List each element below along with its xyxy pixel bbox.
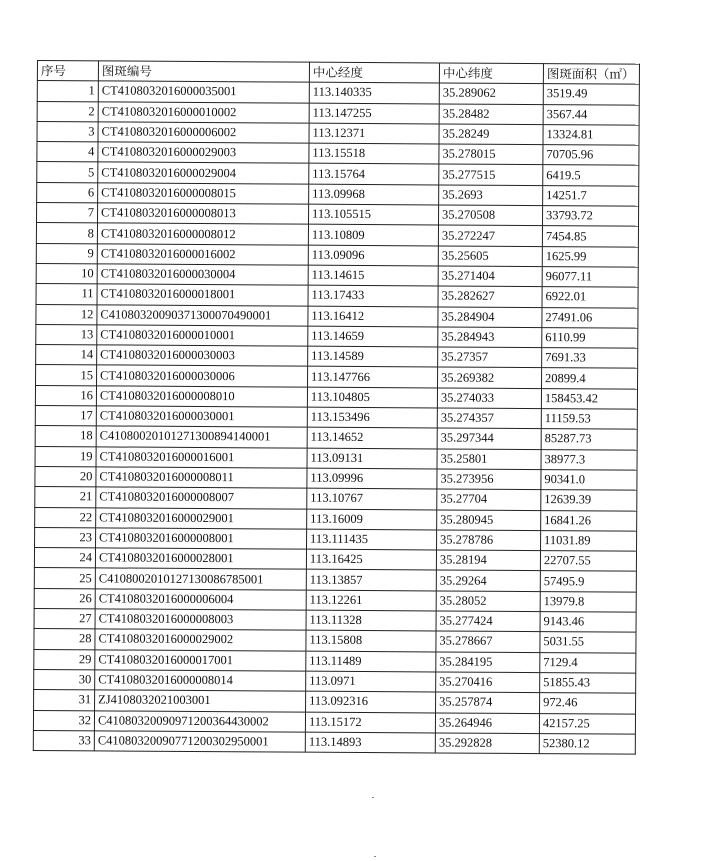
row-area-cell: 57495.9 (540, 571, 636, 592)
row-seq-cell: 9 (36, 243, 97, 264)
row-area-cell: 96077.11 (542, 267, 638, 288)
row-longitude-cell: 113.111435 (307, 529, 437, 550)
row-longitude-cell: 113.15518 (309, 143, 439, 164)
row-longitude-cell: 113.09996 (307, 468, 437, 489)
row-longitude-cell: 113.16425 (306, 549, 436, 570)
row-area-cell: 1625.99 (542, 246, 638, 267)
row-area-cell: 14251.7 (543, 185, 639, 206)
row-longitude-cell: 113.12261 (306, 590, 436, 611)
row-area-cell: 3567.44 (543, 104, 639, 125)
row-longitude-cell: 113.104805 (307, 387, 437, 408)
row-seq-cell: 1 (37, 81, 98, 102)
row-latitude-cell: 35.270508 (438, 205, 542, 226)
row-latitude-cell: 35.273956 (437, 469, 541, 490)
row-seq-cell: 3 (37, 121, 98, 142)
row-area-cell: 52380.12 (539, 733, 635, 754)
row-seq-cell: 19 (35, 446, 96, 467)
row-seq-cell: 22 (35, 507, 96, 528)
row-latitude-cell: 35.284943 (438, 327, 542, 348)
land-parcel-table (33, 60, 640, 755)
row-longitude-cell: 113.11328 (306, 610, 436, 631)
row-parcel-code-cell: CT4108032016000016002 (97, 244, 308, 266)
row-longitude-cell: 113.10767 (307, 488, 437, 509)
row-parcel-code-cell: CT4108032016000029002 (95, 629, 306, 651)
row-seq-cell: 14 (36, 345, 97, 366)
row-parcel-code-cell: CT4108032016000008003 (95, 609, 306, 631)
row-latitude-cell: 35.278786 (437, 530, 541, 551)
table-body (33, 81, 639, 754)
row-seq-cell: 15 (36, 365, 97, 386)
row-parcel-code-cell: CT4108032016000030001 (96, 406, 307, 428)
row-longitude-cell: 113.147255 (309, 103, 439, 124)
row-longitude-cell: 113.11489 (306, 651, 436, 672)
row-parcel-code-cell: CT4108032016000006004 (95, 589, 306, 611)
row-area-cell: 13979.8 (540, 591, 636, 612)
row-latitude-cell: 35.28194 (436, 550, 540, 571)
row-area-cell: 3519.49 (543, 84, 639, 105)
row-seq-cell: 18 (35, 426, 96, 447)
row-seq-cell: 8 (36, 223, 97, 244)
row-latitude-cell: 35.27704 (437, 489, 541, 510)
row-area-cell: 42157.25 (539, 713, 635, 734)
row-area-cell: 7129.4 (540, 652, 636, 673)
row-area-cell: 16841.26 (541, 510, 637, 531)
row-parcel-code-cell: CT4108032016000029004 (98, 162, 309, 184)
row-area-cell: 12639.39 (541, 490, 637, 511)
row-seq-cell: 11 (36, 284, 97, 305)
row-seq-cell: 4 (37, 142, 98, 163)
row-area-cell: 9143.46 (540, 612, 636, 633)
row-parcel-code-cell: C41080020101271300894140001 (96, 426, 307, 448)
row-latitude-cell: 35.29264 (436, 570, 540, 591)
row-latitude-cell: 35.272247 (438, 225, 542, 246)
row-parcel-code-cell: CT4108032016000028001 (95, 548, 306, 570)
row-seq-cell: 20 (35, 466, 96, 487)
row-parcel-code-cell: C41080320090971200364430002 (94, 710, 305, 732)
row-seq-cell: 31 (34, 690, 95, 711)
row-latitude-cell: 35.2693 (439, 185, 543, 206)
row-parcel-code-cell: C4108002010127130086785001 (95, 568, 306, 590)
row-area-cell: 33793.72 (542, 206, 638, 227)
row-area-cell: 6419.5 (543, 165, 639, 186)
row-latitude-cell: 35.274033 (437, 388, 541, 409)
header-parcel-code: 图斑编号 (98, 61, 309, 83)
row-parcel-code-cell: CT4108032016000008013 (98, 203, 309, 225)
row-area-cell: 90341.0 (541, 470, 637, 491)
row-seq-cell: 30 (34, 669, 95, 690)
row-latitude-cell: 35.269382 (438, 367, 542, 388)
row-parcel-code-cell: C41080320090771200302950001 (94, 731, 305, 753)
row-seq-cell: 32 (33, 710, 94, 731)
row-longitude-cell: 113.140335 (309, 82, 439, 103)
row-latitude-cell: 35.292828 (435, 733, 539, 754)
row-area-cell: 5031.55 (540, 632, 636, 653)
row-parcel-code-cell: C41080320090371300070490001 (97, 304, 308, 326)
row-seq-cell: 12 (36, 304, 97, 325)
row-longitude-cell: 113.153496 (307, 407, 437, 428)
row-seq-cell: 5 (37, 162, 98, 183)
row-longitude-cell: 113.14615 (308, 265, 438, 286)
row-seq-cell: 21 (35, 487, 96, 508)
header-center-latitude: 中心纬度 (439, 63, 543, 84)
row-seq-cell: 27 (34, 609, 95, 630)
row-parcel-code-cell: CT4108032016000016001 (96, 447, 307, 469)
header-center-longitude: 中心经度 (309, 62, 439, 83)
row-parcel-code-cell: ZJ4108032021003001 (95, 690, 306, 712)
row-parcel-code-cell: CT4108032016000029003 (98, 142, 309, 164)
scanned-document-page (33, 60, 640, 755)
row-latitude-cell: 35.264946 (435, 712, 539, 733)
row-latitude-cell: 35.28052 (436, 591, 540, 612)
row-seq-cell: 25 (34, 568, 95, 589)
row-parcel-code-cell: CT4108032016000035001 (98, 81, 309, 103)
row-latitude-cell: 35.284195 (436, 652, 540, 673)
row-area-cell: 85287.73 (541, 429, 637, 450)
row-seq-cell: 17 (35, 406, 96, 427)
row-parcel-code-cell: CT4108032016000030004 (97, 264, 308, 286)
row-area-cell: 13324.81 (543, 124, 639, 145)
row-latitude-cell: 35.28249 (439, 124, 543, 145)
row-seq-cell: 13 (36, 324, 97, 345)
table-row (33, 730, 635, 754)
row-longitude-cell: 113.105515 (308, 204, 438, 225)
row-latitude-cell: 35.277515 (439, 164, 543, 185)
row-parcel-code-cell: CT4108032016000008001 (96, 528, 307, 550)
row-seq-cell: 23 (35, 527, 96, 548)
row-latitude-cell: 35.270416 (436, 672, 540, 693)
row-latitude-cell: 35.289062 (439, 83, 543, 104)
row-seq-cell: 29 (34, 649, 95, 670)
row-area-cell: 6922.01 (542, 287, 638, 308)
row-latitude-cell: 35.278667 (436, 631, 540, 652)
row-longitude-cell: 113.15808 (306, 630, 436, 651)
row-latitude-cell: 35.278015 (439, 144, 543, 165)
row-seq-cell: 7 (37, 203, 98, 224)
row-seq-cell: 24 (34, 548, 95, 569)
row-area-cell: 70705.96 (543, 145, 639, 166)
row-latitude-cell: 35.277424 (436, 611, 540, 632)
row-parcel-code-cell: CT4108032016000029001 (96, 507, 307, 529)
row-latitude-cell: 35.271404 (438, 266, 542, 287)
row-area-cell: 22707.55 (540, 551, 636, 572)
row-area-cell: 38977.3 (541, 449, 637, 470)
header-parcel-area: 图斑面积（㎡） (543, 64, 639, 85)
row-parcel-code-cell: CT4108032016000008015 (98, 183, 309, 205)
row-longitude-cell: 113.09968 (309, 184, 439, 205)
row-seq-cell: 33 (33, 730, 94, 751)
row-longitude-cell: 113.147766 (308, 367, 438, 388)
row-seq-cell: 26 (34, 588, 95, 609)
row-parcel-code-cell: CT4108032016000030003 (97, 345, 308, 367)
row-longitude-cell: 113.14893 (305, 732, 435, 753)
row-seq-cell: 2 (37, 101, 98, 122)
row-latitude-cell: 35.274357 (437, 408, 541, 429)
row-latitude-cell: 35.282627 (438, 286, 542, 307)
row-parcel-code-cell: CT4108032016000030006 (97, 365, 308, 387)
row-parcel-code-cell: CT4108032016000008007 (96, 487, 307, 509)
row-latitude-cell: 35.25801 (437, 449, 541, 470)
row-longitude-cell: 113.12371 (309, 123, 439, 144)
row-seq-cell: 16 (35, 385, 96, 406)
row-area-cell: 972.46 (540, 693, 636, 714)
row-parcel-code-cell: CT4108032016000018001 (97, 284, 308, 306)
row-area-cell: 11031.89 (541, 530, 637, 551)
row-longitude-cell: 113.14652 (307, 428, 437, 449)
row-longitude-cell: 113.09096 (308, 245, 438, 266)
row-parcel-code-cell: CT4108032016000008011 (96, 467, 307, 489)
header-seq: 序号 (37, 61, 98, 82)
row-latitude-cell: 35.284904 (438, 307, 542, 328)
row-longitude-cell: 113.09131 (307, 448, 437, 469)
row-area-cell: 158453.42 (541, 388, 637, 409)
scan-speck (372, 797, 374, 798)
row-longitude-cell: 113.16412 (308, 306, 438, 327)
row-latitude-cell: 35.280945 (437, 509, 541, 530)
row-longitude-cell: 113.15172 (305, 712, 435, 733)
row-parcel-code-cell: CT4108032016000008010 (96, 386, 307, 408)
row-area-cell: 27491.06 (542, 307, 638, 328)
row-area-cell: 6110.99 (542, 327, 638, 348)
row-seq-cell: 10 (36, 263, 97, 284)
row-parcel-code-cell: CT4108032016000017001 (95, 649, 306, 671)
row-longitude-cell: 113.10809 (308, 225, 438, 246)
row-seq-cell: 6 (37, 182, 98, 203)
row-longitude-cell: 113.15764 (309, 164, 439, 185)
row-latitude-cell: 35.297344 (437, 428, 541, 449)
row-parcel-code-cell: CT4108032016000008014 (95, 670, 306, 692)
row-area-cell: 51855.43 (540, 672, 636, 693)
scan-speck (374, 856, 376, 857)
row-parcel-code-cell: CT4108032016000010001 (97, 325, 308, 347)
row-longitude-cell: 113.16009 (307, 509, 437, 530)
row-parcel-code-cell: CT4108032016000008012 (97, 223, 308, 245)
row-longitude-cell: 113.092316 (306, 691, 436, 712)
row-latitude-cell: 35.25605 (438, 246, 542, 267)
row-parcel-code-cell: CT4108032016000006002 (98, 122, 309, 144)
row-longitude-cell: 113.14589 (308, 346, 438, 367)
row-longitude-cell: 113.14659 (308, 326, 438, 347)
row-area-cell: 20899.4 (542, 368, 638, 389)
row-latitude-cell: 35.257874 (436, 692, 540, 713)
row-seq-cell: 28 (34, 629, 95, 650)
row-area-cell: 7454.85 (542, 226, 638, 247)
row-longitude-cell: 113.0971 (306, 671, 436, 692)
row-area-cell: 7691.33 (542, 348, 638, 369)
row-latitude-cell: 35.27357 (438, 347, 542, 368)
row-area-cell: 11159.53 (541, 409, 637, 430)
row-longitude-cell: 113.17433 (308, 285, 438, 306)
row-longitude-cell: 113.13857 (306, 570, 436, 591)
row-parcel-code-cell: CT4108032016000010002 (98, 101, 309, 123)
row-latitude-cell: 35.28482 (439, 104, 543, 125)
